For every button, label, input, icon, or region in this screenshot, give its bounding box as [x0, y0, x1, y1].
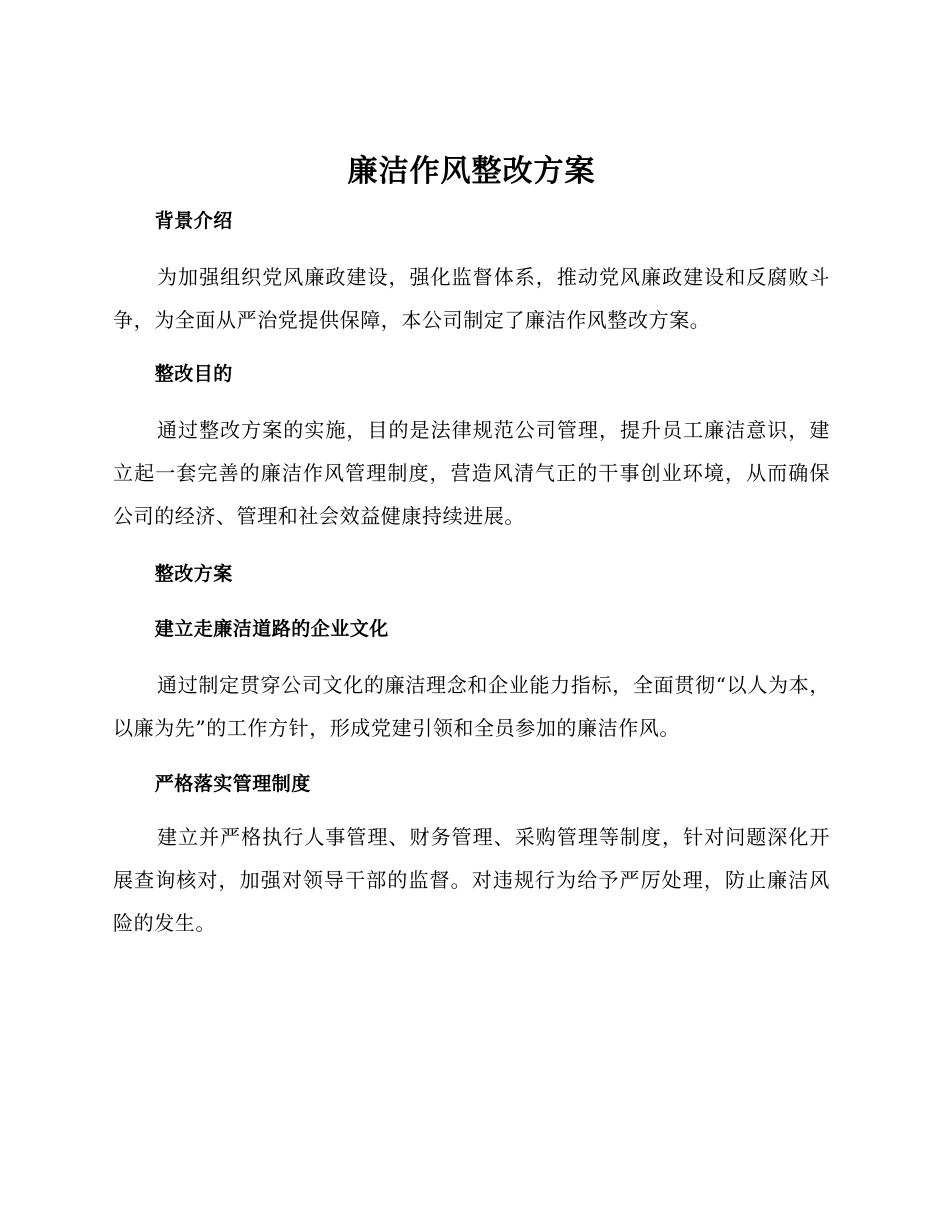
section-body-goal: 通过整改方案的实施，目的是法律规范公司管理，提升员工廉洁意识，建立起一套完善的廉洁作风管理制度，营造风清气正的干事创业环境，从而确保公司的经济、管理和社会效益健康持续进展。 [113, 418, 830, 528]
document-title: 廉洁作风整改方案 [347, 154, 596, 189]
section-heading-plan: 整改方案 [154, 563, 233, 585]
section-body-background: 为加强组织党风廉政建设，强化监督体系，推动党风廉政建设和反腐败斗争，为全面从严治党提供保障，本公司制定了廉洁作风整改方案。 [113, 265, 830, 332]
section-heading-goal: 整改目的 [154, 363, 233, 385]
subsection-heading-culture: 建立走廉洁道路的企业文化 [154, 618, 389, 640]
subsection-body-system: 建立并严格执行人事管理、财务管理、采购管理等制度，针对问题深化开展查询核对，加强对领导干部的监督。对违规行为给予严厉处理，防止廉洁风险的发生。 [113, 825, 830, 935]
section-heading-background: 背景介绍 [154, 210, 233, 232]
subsection-body-culture: 通过制定贯穿公司文化的廉洁理念和企业能力指标，全面贯彻“以人为本，以廉为先”的工作方针，形成党建引领和全员参加的廉洁作风。 [113, 673, 830, 740]
subsection-heading-system: 严格落实管理制度 [154, 773, 311, 795]
